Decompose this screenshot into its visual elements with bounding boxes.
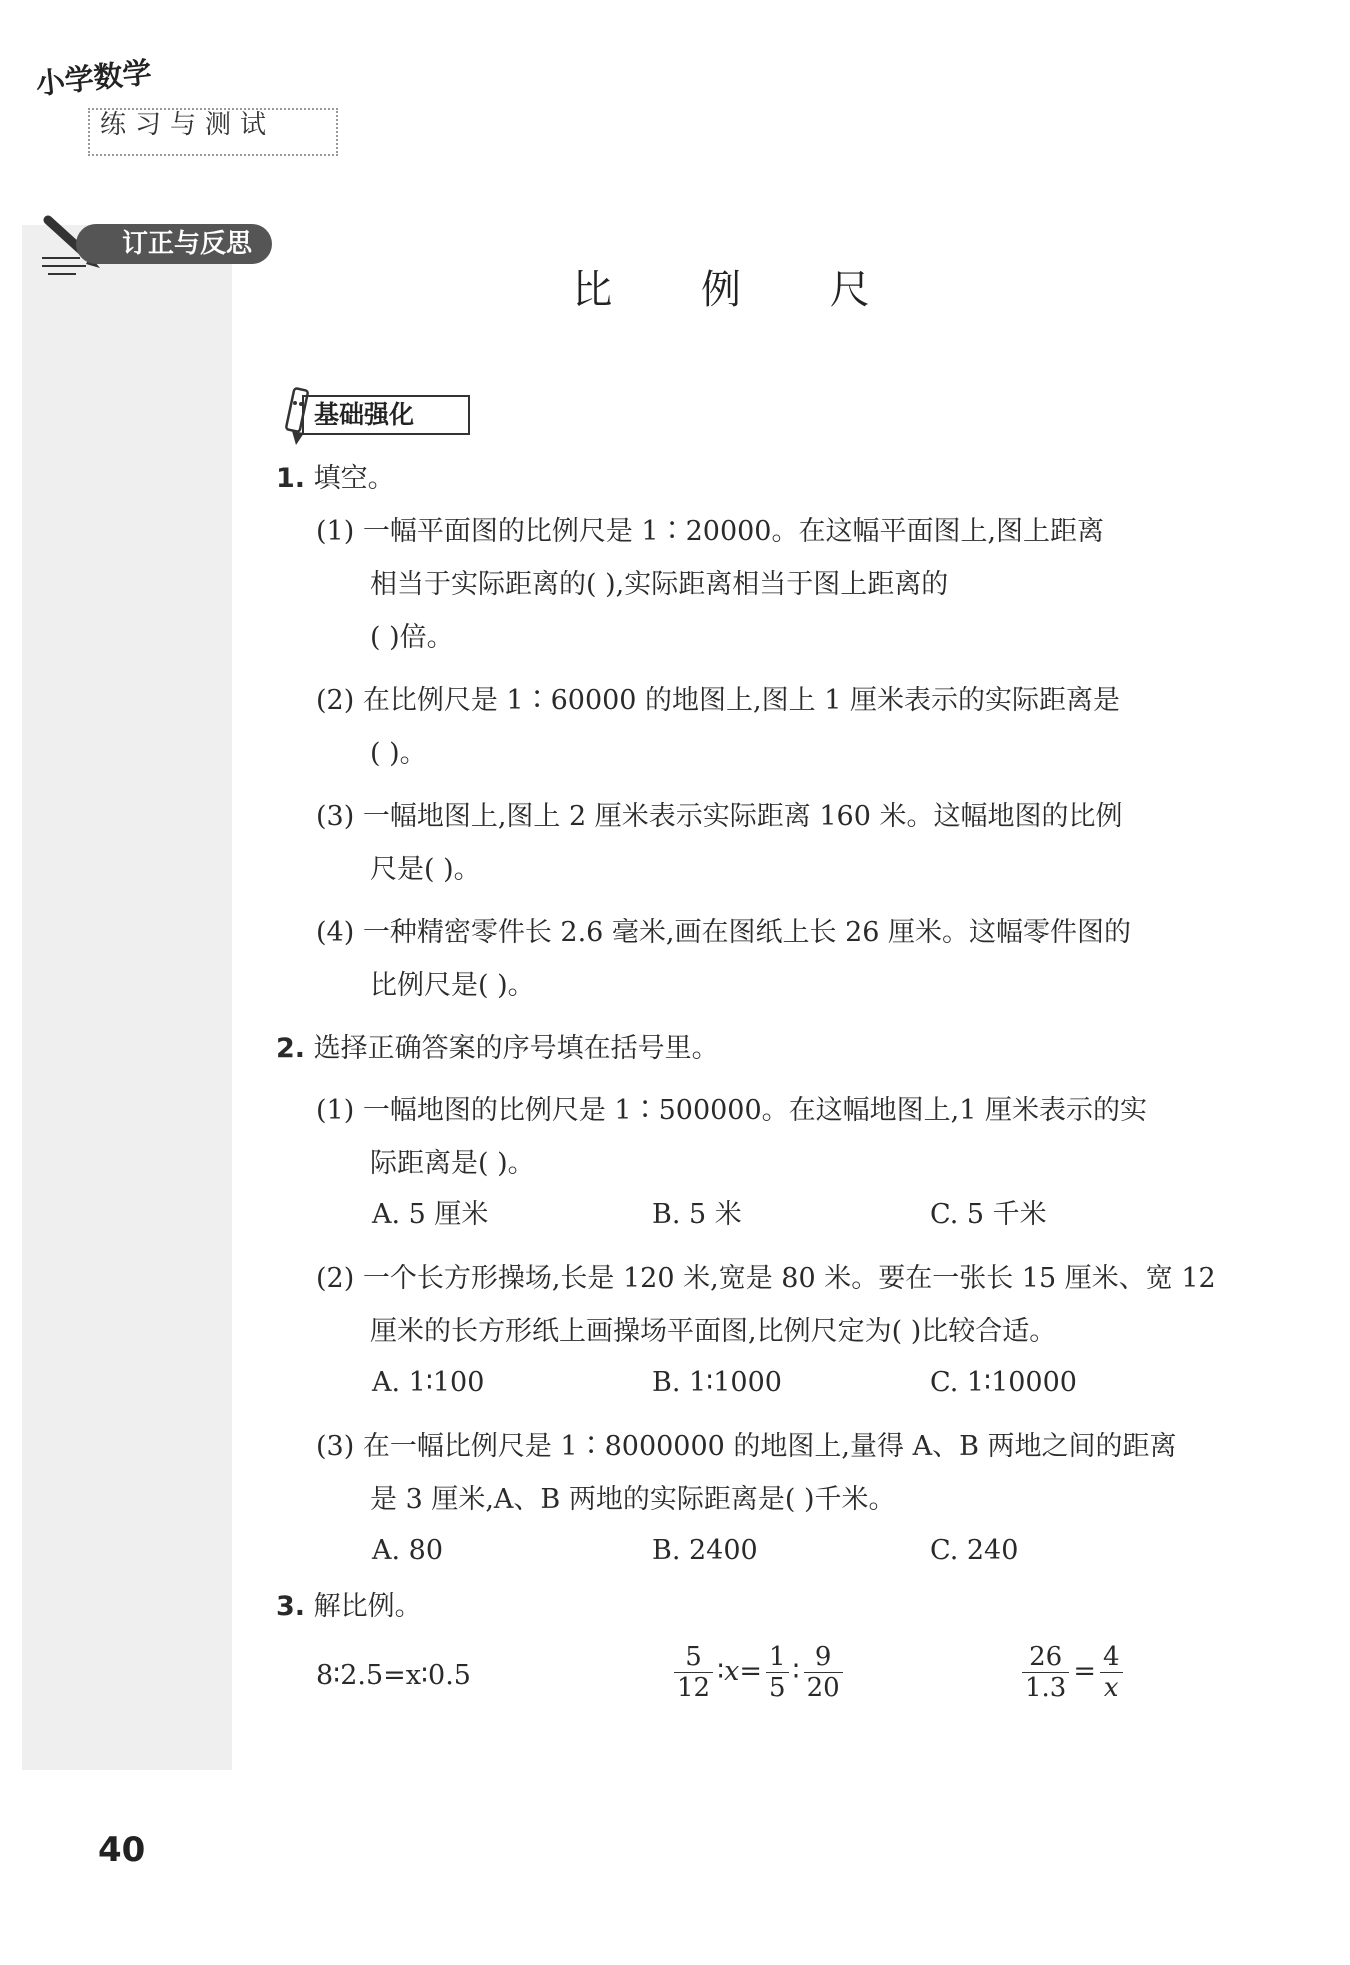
fraction-9-20: $\frac{9}{20}$	[804, 1642, 843, 1703]
q2-part3-option-b: B. 2400	[652, 1535, 758, 1566]
question-2-number: 2.	[276, 1033, 306, 1064]
question-3-number: 3.	[276, 1591, 306, 1622]
question-1-prompt: 填空。	[313, 463, 395, 494]
question-2-header	[276, 1032, 719, 1066]
book-brand: 小学数学	[34, 55, 154, 102]
q2-part3-line1: (3) 在一幅比例尺是 1∶8000000 的地图上,量得 A、B 两地之间的距离	[316, 1431, 1177, 1462]
q1-part1-line1: (1) 一幅平面图的比例尺是 1∶20000。在这幅平面图上,图上距离	[316, 516, 1105, 547]
q2-part3-option-c: C. 240	[930, 1535, 1019, 1566]
q1-part2-line1: (2) 在比例尺是 1∶60000 的地图上,图上 1 厘米表示的实际距离是	[316, 685, 1120, 716]
review-label: 订正与反思	[76, 224, 272, 264]
q1-part4-line1: (4) 一种精密零件长 2.6 毫米,画在图纸上长 26 厘米。这幅零件图的	[316, 917, 1132, 948]
fraction-26-1.3: $\frac{26}{1.3}$	[1022, 1642, 1069, 1703]
fraction-5-12: $\frac{5}{12}$	[674, 1642, 713, 1703]
page-number: 40	[98, 1830, 146, 1870]
question-2-prompt: 选择正确答案的序号填在括号里。	[313, 1033, 719, 1064]
q2-part2-option-b: B. 1∶1000	[652, 1367, 782, 1398]
question-1-header	[276, 462, 395, 496]
q1-part3-line2: 尺是( )。	[370, 854, 481, 885]
proportion-equation-1: 8∶2.5=x∶0.5	[316, 1660, 471, 1691]
q2-part3-option-a: A. 80	[372, 1535, 444, 1566]
q1-part3-line1: (3) 一幅地图上,图上 2 厘米表示实际距离 160 米。这幅地图的比例	[316, 801, 1123, 832]
book-subtitle: 练习与测试	[88, 108, 338, 156]
fraction-1-5: $\frac{1}{5}$	[766, 1642, 789, 1703]
q1-part1-line2: 相当于实际距离的( ),实际距离相当于图上距离的	[370, 569, 949, 600]
section-label: 基础强化	[302, 395, 470, 435]
question-1-number: 1.	[276, 463, 306, 494]
q2-part1-option-c: C. 5 千米	[930, 1199, 1047, 1230]
q2-part1-line1: (1) 一幅地图的比例尺是 1∶500000。在这幅地图上,1 厘米表示的实	[316, 1095, 1148, 1126]
q2-part2-option-a: A. 1∶100	[372, 1367, 485, 1398]
question-3-prompt: 解比例。	[313, 1591, 422, 1622]
q2-part2-line1: (2) 一个长方形操场,长是 120 米,宽是 80 米。要在一张长 15 厘米、宽 12	[316, 1263, 1216, 1294]
q2-part1-option-b: B. 5 米	[652, 1199, 742, 1230]
page-title: 比 例 尺	[572, 267, 908, 313]
q2-part2-option-c: C. 1∶10000	[930, 1367, 1077, 1398]
q1-part4-line2: 比例尺是( )。	[370, 970, 535, 1001]
q1-part2-line2: ( )。	[370, 738, 427, 769]
question-3-header	[276, 1590, 422, 1624]
proportion-equation-2: $\frac{5}{12}$ ∶x= $\frac{1}{5}$ ∶ $\frac{9}{20}$	[670, 1642, 847, 1703]
proportion-equation-3: $\frac{26}{1.3}$ = $\frac{4}{x}$	[1018, 1642, 1127, 1703]
q2-part3-line2: 是 3 厘米,A、B 两地的实际距离是( )千米。	[370, 1484, 896, 1515]
q2-part1-line2: 际距离是( )。	[370, 1148, 535, 1179]
reflection-margin	[22, 225, 232, 1770]
q1-part1-line3: ( )倍。	[370, 622, 454, 653]
section-tag	[280, 385, 480, 441]
q2-part1-option-a: A. 5 厘米	[372, 1199, 489, 1230]
q2-part2-line2: 厘米的长方形纸上画操场平面图,比例尺定为( )比较合适。	[370, 1316, 1057, 1347]
fraction-4-x: $\frac{4}{x}$	[1100, 1642, 1123, 1703]
